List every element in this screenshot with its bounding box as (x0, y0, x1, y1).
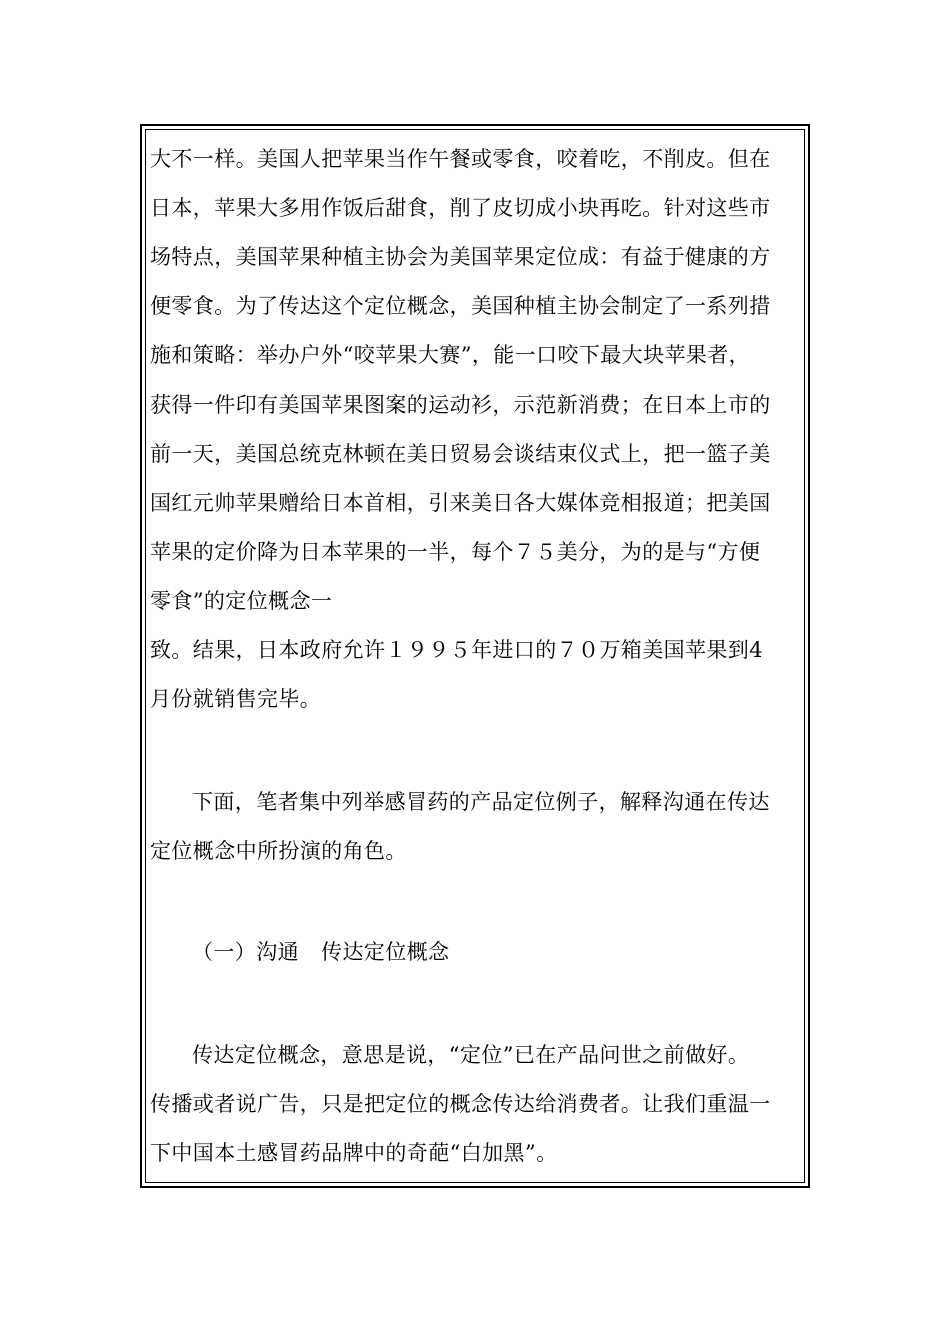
text-line: 定位概念中所扮演的角色。 (150, 839, 407, 863)
text-line: 传播或者说广告，只是把定位的概念传达给消费者。让我们重温一 (150, 1092, 771, 1116)
text-line: 大不一样。美国人把苹果当作午餐或零食，咬着吃，不削皮。但在 (150, 147, 771, 171)
text-line: 日本，苹果大多用作饭后甜食，削了皮切成小块再吃。针对这些市 (150, 196, 771, 220)
section-heading (192, 940, 449, 964)
text-line: 施和策略：举办户外“咬苹果大赛”，能一口咬下最大块苹果者， (150, 343, 751, 367)
text-line: 苹果的定价降为日本苹果的一半，每个７５美分，为的是与“方便 (150, 540, 761, 564)
text-line: 传达定位概念，意思是说，“定位”已在产品问世之前做好。 (192, 1043, 750, 1067)
text-line: 前一天，美国总统克林顿在美日贸易会谈结束仪式上，把一篮子美 (150, 442, 771, 466)
text-line: 致。结果，日本政府允许１９９５年进口的７０万箱美国苹果到4 (150, 638, 763, 662)
section-heading-number: （一）沟通 (192, 940, 299, 964)
text-line: 获得一件印有美国苹果图案的运动衫，示范新消费；在日本上市的 (150, 393, 771, 417)
section-heading-title: 传达定位概念 (321, 940, 450, 964)
text-line: 场特点，美国苹果种植主协会为美国苹果定位成：有益于健康的方 (150, 245, 771, 269)
text-line: 下中国本土感冒药品牌中的奇葩“白加黑”。 (150, 1141, 558, 1165)
text-line: 零食”的定位概念一 (150, 589, 333, 613)
text-line: 国红元帅苹果赠给日本首相，引来美日各大媒体竞相报道；把美国 (150, 491, 771, 515)
text-line: 便零食。为了传达这个定位概念，美国种植主协会制定了一系列措 (150, 294, 771, 318)
text-line: 下面，笔者集中列举感冒药的产品定位例子，解释沟通在传达 (192, 790, 770, 814)
text-line: 月份就销售完毕。 (150, 687, 322, 711)
